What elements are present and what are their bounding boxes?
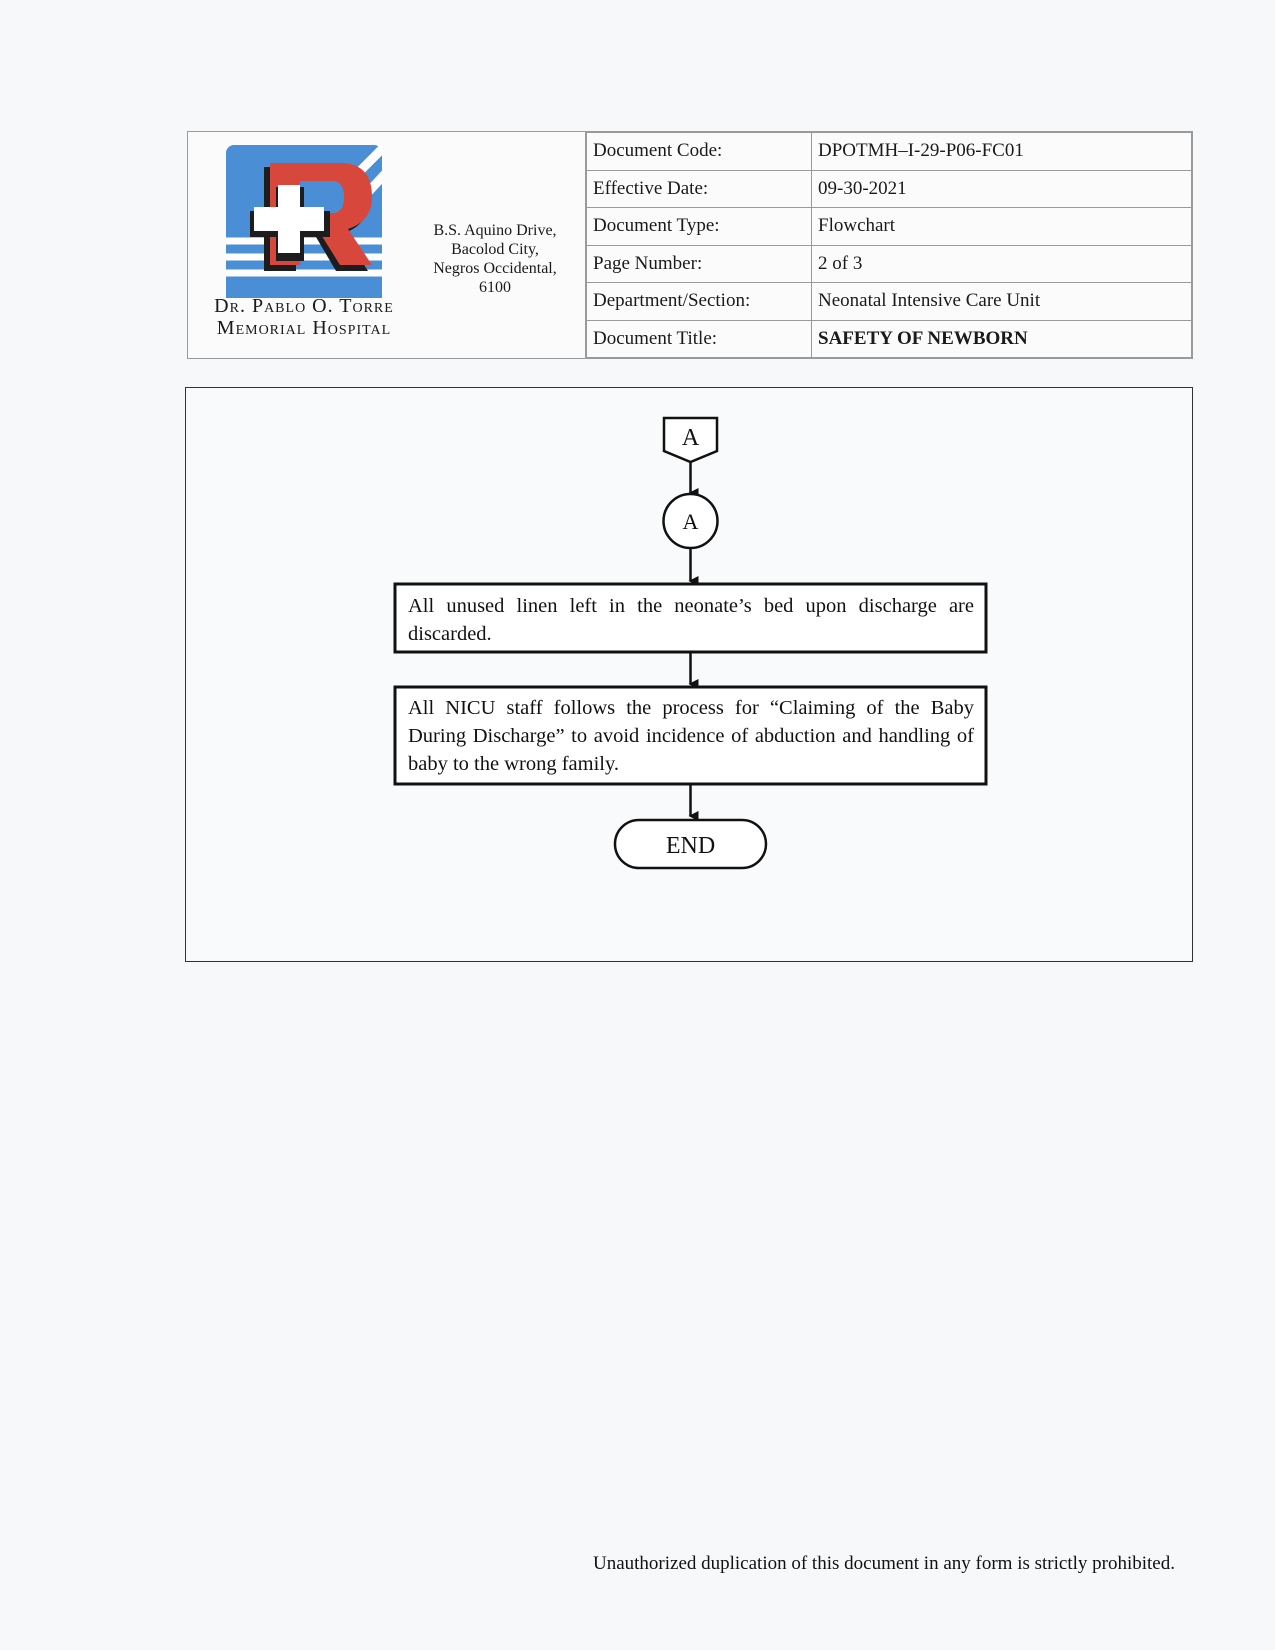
meta-value: 09-30-2021 [812,170,1192,208]
duplication-notice: Unauthorized duplication of this document in any form is strictly prohibited. [592,1553,1175,1574]
meta-value: 2 of 3 [812,245,1192,283]
document-header [187,131,1193,359]
hospital-name [188,295,420,339]
logo-cell [188,132,586,358]
address-line: Negros Occidental, [433,260,557,277]
process-step-1-text: All unused linen left in the neonate’s bed upon discharge are discarded. [408,595,974,645]
meta-row [587,133,1192,171]
flowchart [186,388,1192,961]
process-step-2-text: All NICU staff follows the process for “Claiming of the Baby During Discharge” to avoid incidence of abduction and handling of baby to the wrong family. [408,697,974,775]
meta-label: Page Number: [587,245,812,283]
offpage-connector-label: A [681,425,700,451]
meta-row [587,170,1192,208]
meta-value: DPOTMH–I-29-P06-FC01 [812,133,1192,171]
meta-row [587,320,1192,358]
document-meta-table [586,132,1192,358]
meta-label: Document Title: [587,320,812,358]
meta-value: Neonatal Intensive Care Unit [812,283,1192,321]
meta-row [587,208,1192,246]
meta-row [587,283,1192,321]
meta-value: Flowchart [812,208,1192,246]
address-line: Bacolod City, [451,241,539,258]
address-line: B.S. Aquino Drive, [433,222,557,239]
document-title-value: SAFETY OF NEWBORN [812,320,1192,358]
onpage-connector-label: A [682,509,699,534]
meta-label: Document Type: [587,208,812,246]
hospital-name-line1: Dr. Pablo O. Torre [214,295,394,317]
end-terminator-label: END [665,833,716,859]
hospital-logo [226,145,382,298]
meta-label: Document Code: [587,133,812,171]
address-line: 6100 [479,279,511,296]
flowchart-frame [185,387,1193,962]
hospital-name-line2: Memorial Hospital [216,317,392,339]
hospital-address [420,221,570,297]
meta-row [587,245,1192,283]
meta-label: Effective Date: [587,170,812,208]
meta-label: Department/Section: [587,283,812,321]
